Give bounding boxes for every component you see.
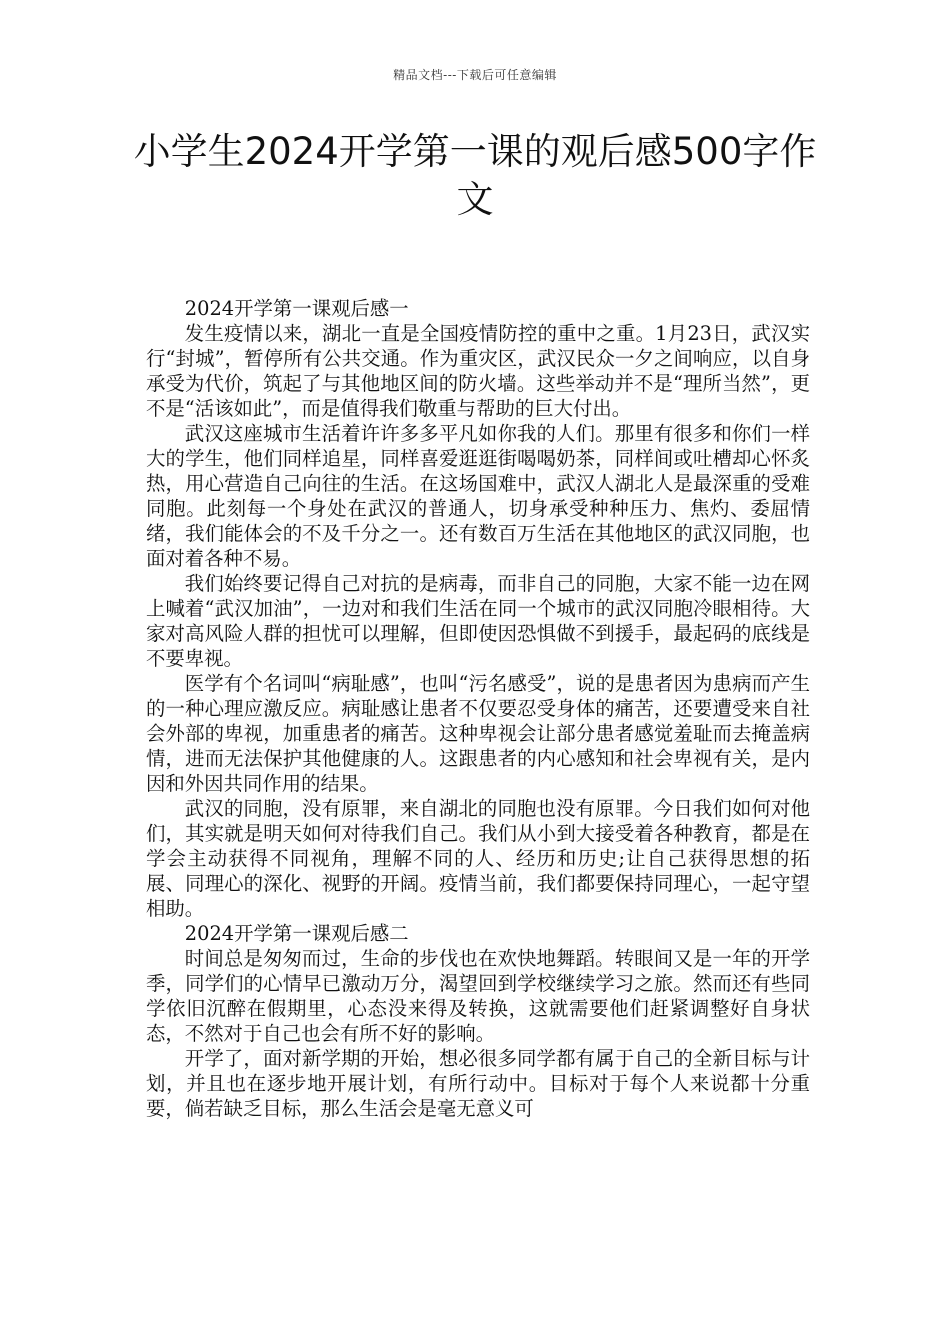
section-heading: 2024开学第一课观后感二 — [184, 922, 409, 945]
paragraph: 武汉这座城市生活着许许多多平凡如你我的人们。那里有很多和你们一样大的学生，他们同样追星，同样喜爱逛逛街喝喝奶茶，同样间或吐槽却心怀炙热，用心营造自己向往的生活。在这场国难中，武汉人湖北人是最深重的受难同胞。此刻每一个身处在武汉的普通人，切身承受种种压力、焦灼、委屈情绪，我们能体会的不及千分之一。还有数百万生活在其他地区的武汉同胞，也面对着各种不易。 — [146, 422, 810, 570]
paragraph: 我们始终要记得自己对抗的是病毒，而非自己的同胞，大家不能一边在网上喊着“武汉加油”，一边对和我们生活在同一个城市的武汉同胞冷眼相待。大家对高风险人群的担忧可以理解，但即使因恐惧做不到援手，最起码的底线是不要卑视。 — [146, 572, 810, 670]
paragraph: 医学有个名词叫“病耻感”，也叫“污名感受”，说的是患者因为患病而产生的一种心理应激反应。病耻感让患者不仅要忍受身体的痛苦，还要遭受来自社会外部的卑视，加重患者的痛苦。这种卑视会让部分患者感觉羞耻而去掩盖病情，进而无法保护其他健康的人。这跟患者的内心感知和社会卑视有关，是内因和外因共同作用的结果。 — [146, 672, 810, 795]
paragraph: 发生疫情以来，湖北一直是全国疫情防控的重中之重。1月23日，武汉实行“封城”，暂停所有公共交通。作为重灾区，武汉民众一夕之间响应，以自身承受为代价，筑起了与其他地区间的防火墙。这些举动并不是“理所当然”，更不是“活该如此”，而是值得我们敬重与帮助的巨大付出。 — [146, 322, 810, 420]
section-heading: 2024开学第一课观后感一 — [184, 297, 409, 320]
paragraph: 武汉的同胞，没有原罪，来自湖北的同胞也没有原罪。今日我们如何对他们，其实就是明天如何对待我们自己。我们从小到大接受着各种教育，都是在学会主动获得不同视角，理解不同的人、经历和历史;让自己获得思想的拓展、同理心的深化、视野的开阔。疫情当前，我们都要保持同理心，一起守望相助。 — [146, 797, 810, 920]
document-body — [146, 296, 810, 1121]
paragraph: 时间总是匆匆而过，生命的步伐也在欢快地舞蹈。转眼间又是一年的开学季，同学们的心情早已激动万分，渴望回到学校继续学习之旅。然而还有些同学依旧沉醉在假期里，心态没来得及转换，这就需要他们赶紧调整好自身状态，不然对于自己也会有所不好的影响。 — [146, 947, 810, 1045]
document-title: 小学生2024开学第一课的观后感500字作文 — [133, 130, 817, 221]
paragraph: 开学了，面对新学期的开始，想必很多同学都有属于自己的全新目标与计划，并且也在逐步地开展计划，有所行动中。目标对于每个人来说都十分重要，倘若缺乏目标，那么生活会是毫无意义可 — [146, 1047, 810, 1120]
header-note: 精品文档---下载后可任意编辑 — [393, 68, 557, 82]
